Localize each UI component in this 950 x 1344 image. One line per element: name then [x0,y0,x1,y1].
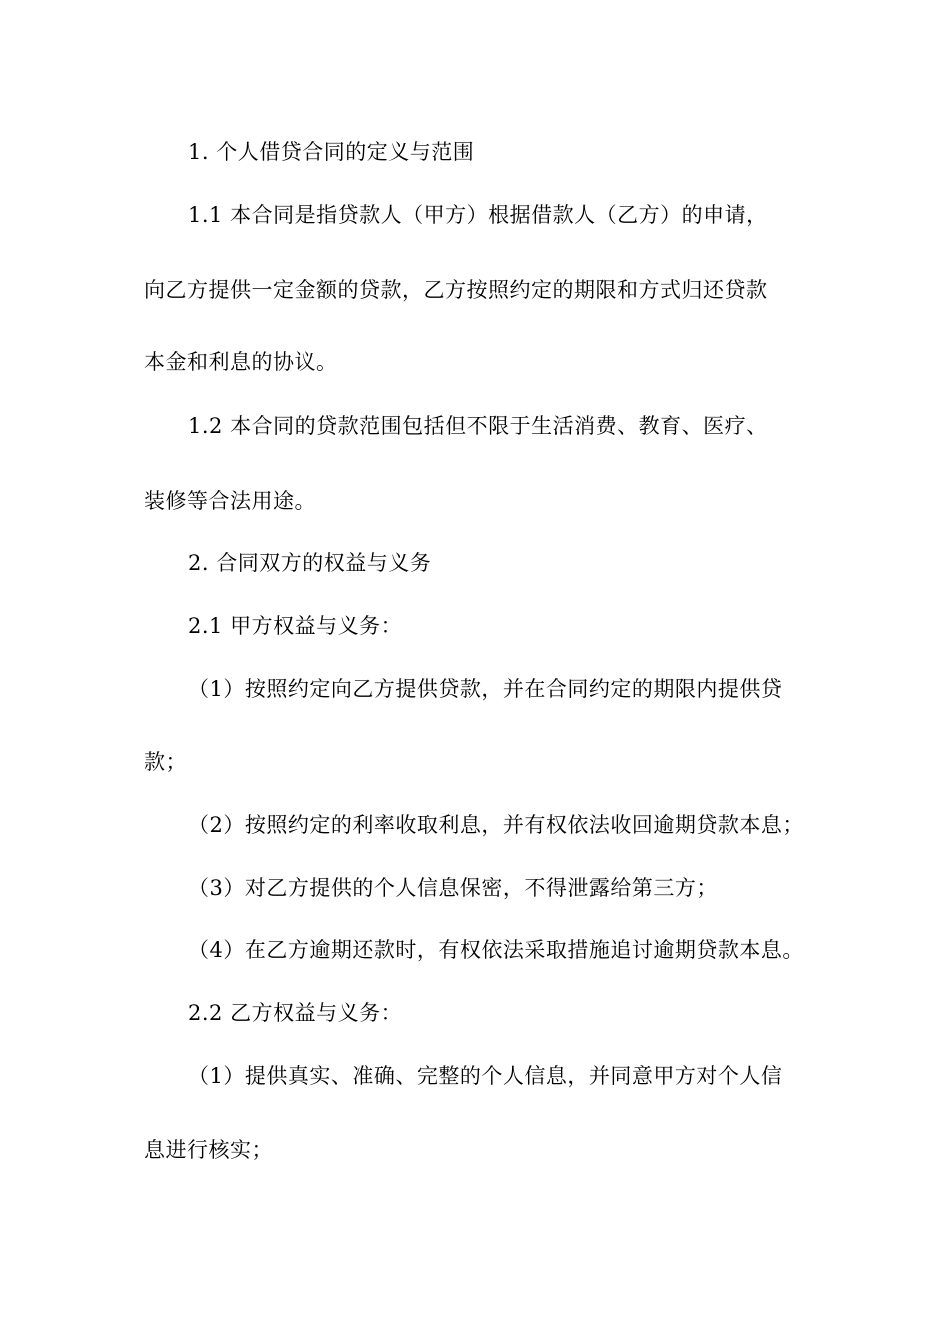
clause-1-1-line-1: 1.1 本合同是指贷款人（甲方）根据借款人（乙方）的申请， [188,203,768,227]
clause-2-2-item-1-line-1: （1）提供真实、准确、完整的个人信息，并同意甲方对个人信 [188,1064,783,1088]
clause-2-1-heading: 2.1 甲方权益与义务： [188,614,403,638]
clause-2-1-item-1-line-2: 款； [144,750,187,774]
clause-1-1-line-3: 本金和利息的协议。 [144,350,338,374]
clause-1-2-line-1: 1.2 本合同的贷款范围包括但不限于生活消费、教育、医疗、 [188,414,768,438]
clause-2-1-item-2: （2）按照约定的利率收取利息，并有权依法收回逾期贷款本息； [188,813,804,837]
section-heading-2: 2. 合同双方的权益与义务 [188,551,432,575]
clause-2-2-item-1-line-2: 息进行核实； [144,1138,273,1162]
clause-2-2-heading: 2.2 乙方权益与义务： [188,1001,403,1025]
clause-1-2-line-2: 装修等合法用途。 [144,489,316,513]
clause-2-1-item-1-line-1: （1）按照约定向乙方提供贷款，并在合同约定的期限内提供贷 [188,677,783,701]
section-heading-1: 1. 个人借贷合同的定义与范围 [188,140,475,164]
clause-1-1-line-2: 向乙方提供一定金额的贷款，乙方按照约定的期限和方式归还贷款 [144,278,768,302]
clause-2-1-item-4: （4）在乙方逾期还款时，有权依法采取措施追讨逾期贷款本息。 [188,938,804,962]
clause-2-1-item-3: （3）对乙方提供的个人信息保密，不得泄露给第三方； [188,876,718,900]
